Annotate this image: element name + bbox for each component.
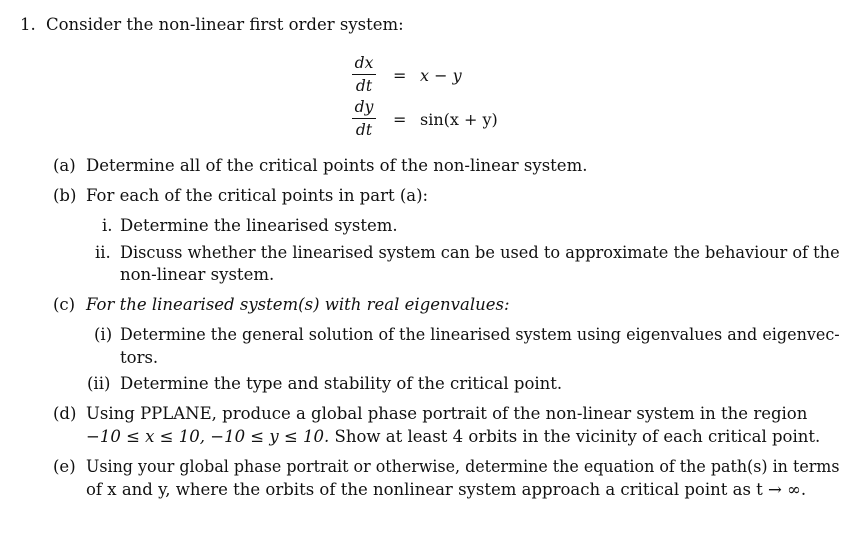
part-c-ii-text: Determine the type and stability of the critical point. <box>120 374 563 393</box>
part-a-text: Determine all of the critical points of the non-linear system. <box>86 156 588 175</box>
part-d-line1: Using PPLANE, produce a global phase portrait of the non-linear system in the region <box>86 404 808 423</box>
part-b-ii-label: ii. <box>95 243 111 262</box>
equation-2-equals: = <box>393 110 407 129</box>
equation-1-numerator: dx <box>354 54 374 72</box>
question-number: 1. <box>20 15 36 34</box>
part-d-label: (d) <box>53 404 77 423</box>
part-c-i-line2: tors. <box>120 348 159 367</box>
part-c-i-label: (i) <box>94 325 113 344</box>
part-b-ii-line2: non-linear system. <box>120 265 275 284</box>
part-d-line2-text: Show at least 4 orbits in the vicinity of each critical point. <box>329 427 821 446</box>
equation-1-lhs <box>352 53 376 96</box>
part-e-label: (e) <box>53 457 76 476</box>
part-e-line2: of x and y, where the orbits of the nonlinear system approach a critical point as t → ∞. <box>86 480 807 499</box>
part-d-region-math: −10 ≤ x ≤ 10, −10 ≤ y ≤ 10. <box>86 427 330 446</box>
equation-1-equals: = <box>393 66 407 85</box>
part-c-label: (c) <box>53 295 76 314</box>
equation-2-lhs <box>352 97 376 140</box>
part-b-i-label: i. <box>102 216 113 235</box>
part-a-label: (a) <box>53 156 76 175</box>
part-c-text: For the linearised system(s) with real eigenvalues: <box>86 295 510 314</box>
part-b-ii-line1: Discuss whether the linearised system can be used to approximate the behaviour of the <box>120 243 840 262</box>
part-b-text: For each of the critical points in part (a): <box>86 186 429 205</box>
part-b-label: (b) <box>53 186 77 205</box>
part-c-ii-label: (ii) <box>87 374 111 393</box>
equation-2-numerator: dy <box>354 98 374 116</box>
part-e-line1: Using your global phase portrait or otherwise, determine the equation of the path(s) in terms <box>86 457 840 476</box>
equation-1-rhs: x − y <box>420 66 462 85</box>
equation-2-rhs: sin(x + y) <box>420 110 498 129</box>
question-intro: Consider the non-linear first order system: <box>46 15 404 34</box>
equation-2-denominator: dt <box>355 121 373 139</box>
part-c-i-line1: Determine the general solution of the linearised system using eigenvalues and eigenvec- <box>120 325 840 344</box>
equation-1-denominator: dt <box>355 77 373 95</box>
part-d-line2 <box>86 426 820 448</box>
part-b-i-text: Determine the linearised system. <box>120 216 398 235</box>
